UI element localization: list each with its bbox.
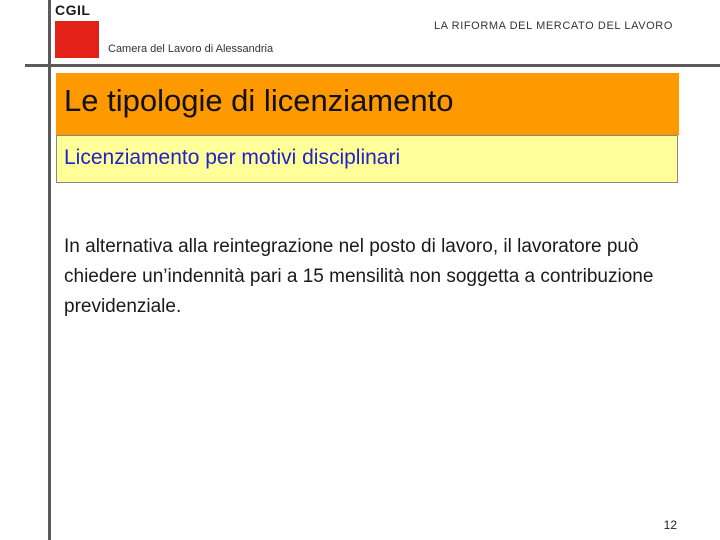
logo-red-block — [55, 21, 99, 58]
organization-name: Camera del Lavoro di Alessandria — [108, 43, 274, 55]
slide-title: Le tipologie di licenziamento — [64, 83, 454, 118]
page-number: 12 — [663, 518, 677, 532]
cgil-logo — [55, 2, 99, 58]
title-band — [56, 73, 679, 135]
subtitle-box — [56, 135, 678, 183]
header-title: LA RIFORMA DEL MERCATO DEL LAVORO — [433, 20, 673, 32]
horizontal-divider-line — [25, 64, 720, 67]
logo-text: CGIL — [55, 2, 91, 18]
vertical-divider-line — [48, 0, 51, 540]
slide-body-text: In alternativa alla reintegrazione nel posto di lavoro, il lavoratore può chiedere un’indennità pari a 15 mensilità non soggetta a contribuzione previdenziale. — [64, 236, 654, 317]
slide-subtitle: Licenziamento per motivi disciplinari — [64, 146, 401, 169]
